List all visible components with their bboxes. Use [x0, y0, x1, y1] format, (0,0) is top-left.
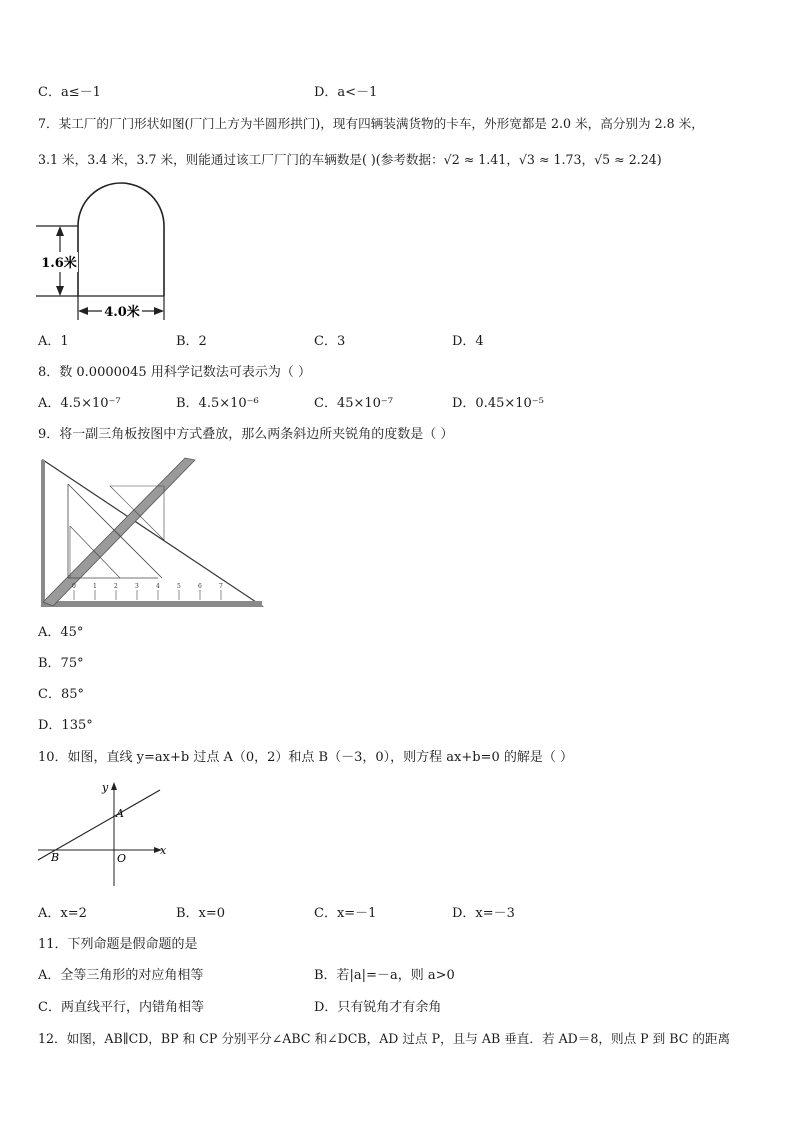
q9-ruler-tick-1: 1: [93, 583, 97, 590]
q7-option-b: B．2: [176, 334, 207, 349]
q7-stem-line-2: 3.1 米，3.4 米，3.7 米，则能通过该工厂厂门的车辆数是( )(参考数据：√2 ≈ 1.41，√3 ≈ 1.73，√5 ≈ 2.24): [38, 152, 662, 167]
q12-stem: 12．如图，AB∥CD，BP 和 CP 分别平分∠ABC 和∠DCB，AD 过点 P，且与 AB 垂直．若 AD＝8，则点 P 到 BC 的距离: [38, 1031, 731, 1046]
q9-ruler-tick-6: 6: [198, 583, 202, 590]
q7-option-a: A．1: [38, 334, 69, 349]
q10-y-axis-label: y: [102, 781, 109, 794]
q8-stem: 8．数 0.0000045 用科学记数法可表示为（ ）: [38, 365, 311, 380]
q7-stem-line-1: 7．某工厂的厂门形状如图(厂门上方为半圆形拱门)，现有四辆装满货物的卡车，外形宽都是 2.0 米，高分别为 2.8 米，: [38, 116, 704, 131]
q9-stem: 9．将一副三角板按图中方式叠放，那么两条斜边所夹锐角的度数是（ ）: [38, 427, 454, 442]
q9-ruler-tick-3: 3: [135, 583, 139, 590]
q9-option-a: A．45°: [38, 625, 84, 640]
q10-point-b-label: B: [51, 851, 60, 864]
q9-triangle-boards-figure: [40, 456, 266, 610]
q11-option-b: B．若|a|=－a，则 a>0: [314, 968, 455, 983]
q10-stem: 10．如图，直线 y=ax+b 过点 A（0，2）和点 B（－3，0），则方程 ax+b=0 的解是（ ）: [38, 750, 573, 765]
q8-option-a: A．4.5×10⁻⁷: [38, 396, 121, 411]
q9-option-d: D．135°: [38, 718, 93, 733]
q6-option-c: C．a≤－1: [38, 85, 101, 100]
q8-option-c: C．45×10⁻⁷: [314, 396, 393, 411]
q10-point-a-label: A: [116, 807, 124, 820]
q7-width-label: 4.0米: [104, 305, 140, 320]
q7-height-label: 1.6米: [41, 256, 77, 271]
q9-ruler-tick-5: 5: [177, 583, 181, 590]
q9-option-c: C．85°: [38, 687, 84, 702]
q11-stem: 11．下列命题是假命题的是: [38, 937, 198, 952]
q6-option-d: D．a<－1: [314, 85, 378, 100]
q8-option-b: B．4.5×10⁻⁶: [176, 396, 259, 411]
q9-option-b: B．75°: [38, 656, 84, 671]
q10-option-c: C．x=－1: [314, 906, 377, 921]
q8-option-d: D．0.45×10⁻⁵: [452, 396, 544, 411]
q7-option-c: C．3: [314, 334, 346, 349]
q9-ruler-tick-0: 0: [72, 583, 76, 590]
q10-option-d: D．x=－3: [452, 906, 515, 921]
q10-line-graph-figure: [36, 778, 170, 890]
q10-origin-label: O: [117, 852, 127, 865]
q10-option-a: A．x=2: [38, 906, 87, 921]
q11-option-d: D．只有锐角才有余角: [314, 1000, 442, 1015]
q10-option-b: B．x=0: [176, 906, 226, 921]
q7-option-d: D．4: [452, 334, 484, 349]
q9-ruler-tick-7: 7: [219, 583, 223, 590]
q10-x-axis-label: x: [160, 844, 167, 857]
q7-gate-figure: [36, 180, 176, 325]
q9-ruler-tick-2: 2: [114, 583, 118, 590]
q11-option-a: A．全等三角形的对应角相等: [38, 968, 204, 983]
q9-ruler-tick-4: 4: [156, 583, 160, 590]
q11-option-c: C．两直线平行，内错角相等: [38, 1000, 204, 1015]
